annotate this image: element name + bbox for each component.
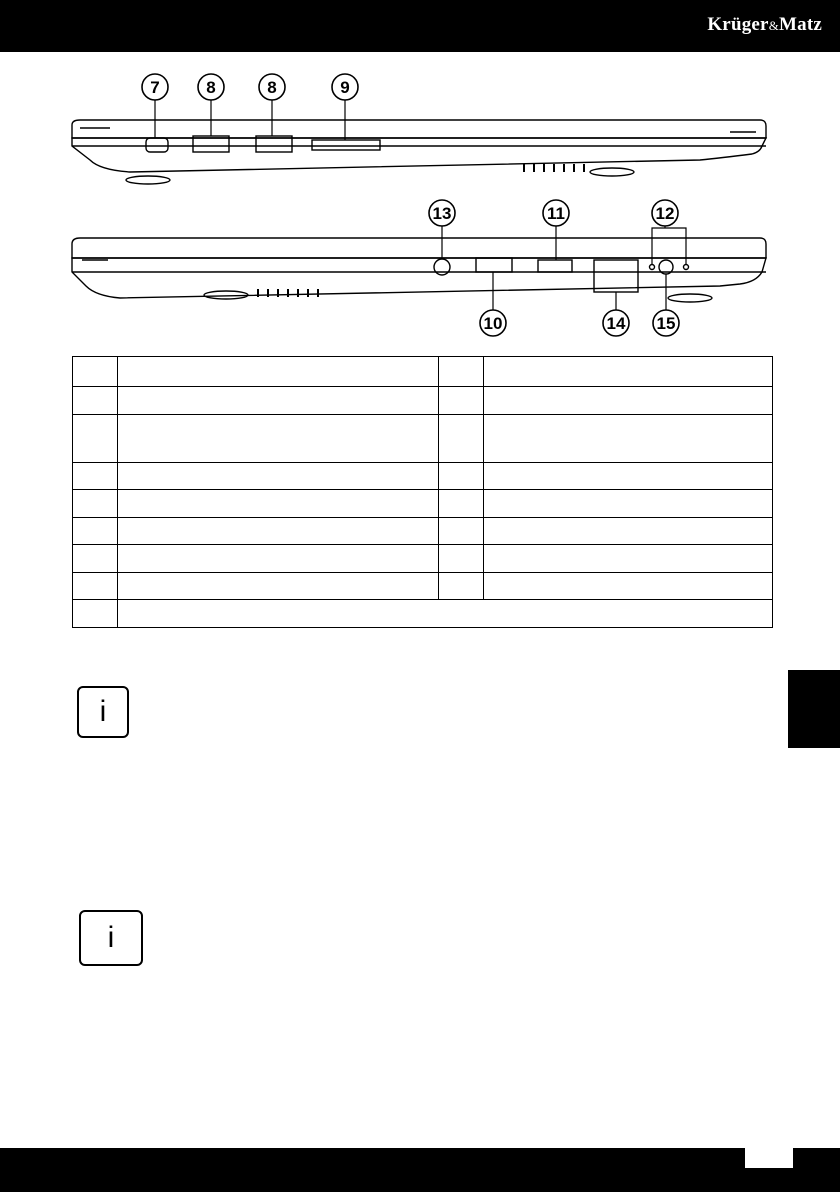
- callout-10: 10: [483, 314, 503, 333]
- callout-12: 12: [655, 204, 675, 223]
- table-row: [73, 545, 773, 573]
- callout-15: 15: [656, 314, 676, 333]
- info-icon: i: [77, 686, 129, 738]
- callout-8a: 8: [206, 78, 216, 97]
- laptop-left-side: [72, 120, 766, 184]
- callout-13: 13: [432, 204, 452, 223]
- callout-11: 11: [547, 204, 565, 223]
- table-row: [73, 415, 773, 463]
- callouts-top: [142, 74, 358, 100]
- page-number-box: [745, 1148, 793, 1168]
- callout-7: 7: [150, 78, 160, 97]
- section-tab-marker: [788, 670, 840, 748]
- port-legend-table: [72, 356, 773, 628]
- callout-9: 9: [340, 78, 350, 97]
- table-row: [73, 463, 773, 490]
- laptop-ports-diagram: [0, 60, 840, 350]
- table-row: [73, 387, 773, 415]
- callout-14: 14: [606, 314, 626, 333]
- vent-slots-top: [524, 164, 584, 172]
- callout-8b: 8: [267, 78, 277, 97]
- table-row: [73, 357, 773, 387]
- table-row: [73, 490, 773, 518]
- table-row: [73, 518, 773, 545]
- laptop-right-side: [72, 238, 766, 302]
- brand-logo: Krüger&Matz: [707, 14, 822, 35]
- info-icon: i: [79, 910, 143, 966]
- footer-bar: [0, 1148, 840, 1192]
- table-row: [73, 600, 773, 628]
- table-row: [73, 573, 773, 600]
- header-bar: [0, 0, 840, 52]
- vent-slots-bottom: [258, 289, 318, 297]
